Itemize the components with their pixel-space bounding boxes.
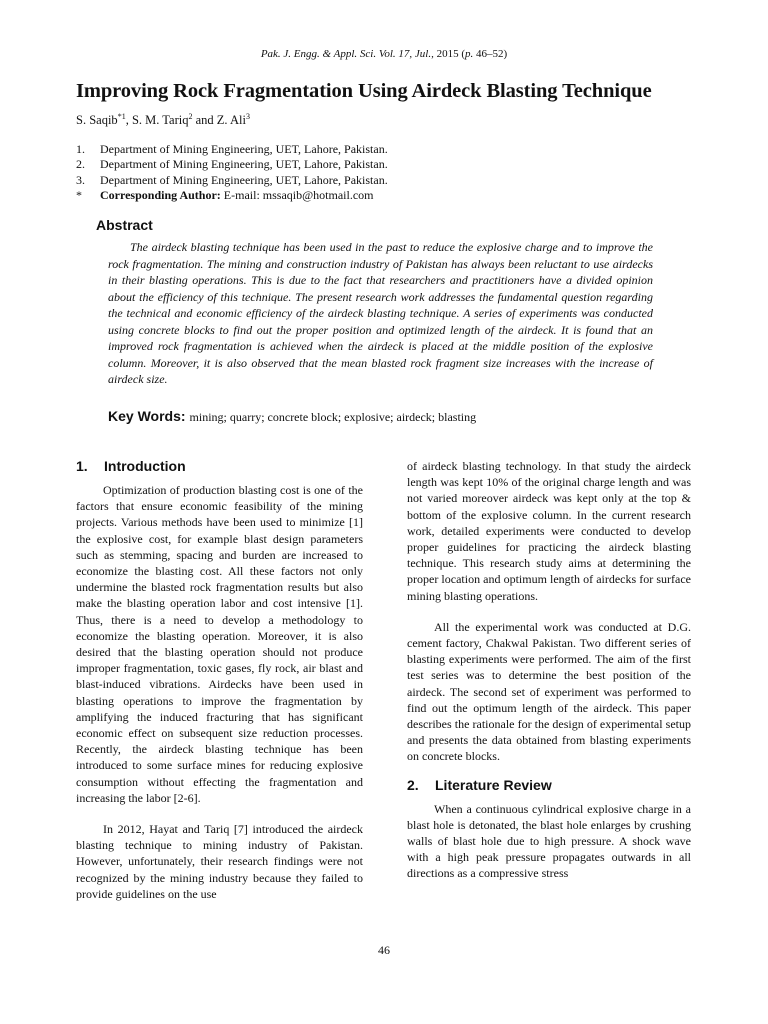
affiliation-number: 2. [76,157,85,172]
section-number: 1. [76,458,88,474]
pages-range: 46–52) [476,48,508,60]
author-separator: , [125,113,132,128]
intro-paragraph-2: In 2012, Hayat and Tariq [7] introduced the airdeck blasting technique to mining industry of Pakistan. However, unfortunately, their research findings were not recognized by the mining industry because they failed to provide guidelines on the use [76,822,363,901]
section-heading-literature-review [407,777,691,795]
author-affiliation-mark: 3 [245,112,250,121]
intro-paragraph-1: Optimization of production blasting cost is one of the factors that ensure economic feasibility of the mining projects. Various methods have been used to minimize [1] the explosive cost, for example blast design parameters such as stemming, spacing and burden are increased to economize the blasting cost. All these factors not only undermine the blasted rock fragmentation results but also make the blasting operation labor and cost intensive [1]. Thus, there is a need to develop a methodology to economize the blasting operation. Moreover, it is also desired that the blasting operation should not produce improper fragmentation, toxic gases, fly rock, air blast and blast-induced vibrations. Airdecks have been used in blasting operations to improve the fragmentation by amplifying the induced fracturing that has significant economic effect on subsequent size reduction processes. Recently, the airdeck blasting technique has been introduced to some surface mines for reducing explosive consumption without effecting the fragmentation and increasing the labor [2-6]. [76,483,363,805]
journal-year: 2015 [436,48,459,60]
affiliation-text: Department of Mining Engineering, UET, Lahore, Pakistan. [100,172,388,187]
paper-title: Improving Rock Fragmentation Using Airdeck Blasting Technique [76,80,652,102]
affiliation-item [76,173,388,188]
section-title: Introduction [104,458,186,474]
abstract-heading: Abstract [96,217,153,233]
intro-paragraph-2-continued: of airdeck blasting technology. In that study the airdeck length was kept 10% of the original charge length and was not varied moreover airdeck was kept only at the top & bottom of the explosive column. In the current research work, detailed experiments were conducted to develop proper guidelines for practicing the airdeck blasting technique. This research study aims at determining the proper location and optimum length of airdecks for surface mining blasting operations. [407,459,691,603]
section-heading-introduction [76,458,363,476]
left-column [76,458,363,902]
corresponding-label: Corresponding Author: [100,187,221,202]
author-affiliation-mark: *1 [117,112,126,121]
journal-name: Pak. J. Engg. & Appl. Sci. Vol. 17, Jul., [260,48,434,60]
corresponding-email[interactable]: E-mail: mssaqib@hotmail.com [220,187,374,202]
right-column [407,458,691,882]
affiliation-text: Department of Mining Engineering, UET, Lahore, Pakistan. [100,142,388,156]
pages-p: p. [465,48,474,60]
author-name: Z. Ali [216,113,246,128]
corresponding-author [76,188,388,203]
author-separator: and [192,113,217,128]
affiliation-item [76,157,388,172]
affiliation-text: Department of Mining Engineering, UET, Lahore, Pakistan. [100,157,388,172]
affiliation-list [76,142,388,203]
author-list [76,112,250,128]
section-number: 2. [407,776,419,793]
affiliation-number: 1. [76,142,85,156]
keywords-label: Key Words: [108,408,186,424]
keywords [108,408,476,426]
corresponding-mark: * [76,187,82,202]
affiliation-item [76,142,388,157]
section-title: Literature Review [435,776,552,793]
affiliation-number: 3. [76,172,85,187]
author-affiliation-mark: 2 [188,112,193,121]
pages-open: ( [461,48,466,60]
author-name: S. M. Tariq [131,113,189,128]
intro-paragraph-3: All the experimental work was conducted at D.G. cement factory, Chakwal Pakistan. Two different series of blasting experiments were performed. The aim of the first test series was to determine the best position of the airdeck. The second set of experiment was performed to find out the optimum length of the airdeck. This paper describes the rationale for the design of experimental setup and presents the data obtained from blasting experiments on concrete blocks. [407,619,691,764]
literature-paragraph-1: When a continuous cylindrical explosive charge in a blast hole is detonated, the blast hole enlarges by crushing walls of blast hole due to high pressure. A shock wave with a high peak pressure propagates outwards in all directions as a compressive stress [407,801,691,881]
keywords-value: mining; quarry; concrete block; explosive; airdeck; blasting [189,410,477,424]
author-name: S. Saqib [76,113,118,128]
journal-citation [0,48,768,60]
page-number: 46 [378,943,390,957]
abstract-body: The airdeck blasting technique has been used in the past to reduce the explosive charge and to improve the rock fragmentation. The mining and construction industry of Pakistan has always been reluctant to use airdecks in their blasting operations. This is due to the fact that researchers and practitioners have a divided opinion about the efficiency of this technique. The present research work addresses the fundamental question regarding the technical and economic efficiency of the airdeck blasting technique. A series of experiments was conducted using concrete blocks to find out the proper position and optimized length of the airdeck. It is found that an improved rock fragmentation is achieved when the airdeck is placed at the middle position of the explosive column. Moreover, it is also observed that the mean blasted rock fragment size increases with the increase of airdeck size. [108,240,653,386]
